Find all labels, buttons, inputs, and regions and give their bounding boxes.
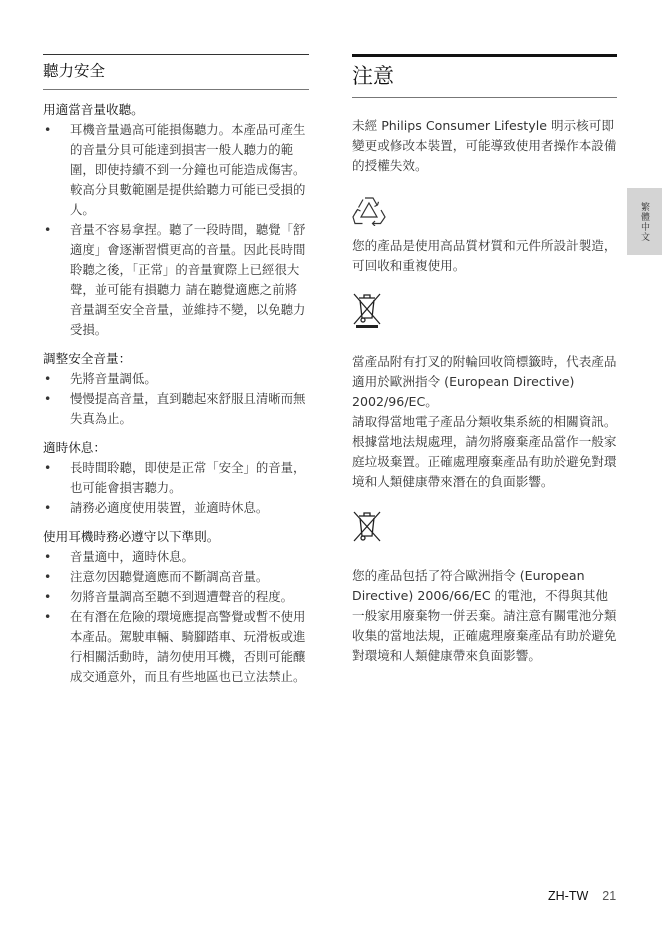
- subheading-guidelines: 使用耳機時務必遵守以下準則。: [43, 529, 220, 544]
- battery-text: 您的產品包括了符合歐洲指令 (European Directive) 2006/66/EC 的電池，不得與其他一般家用廢棄物一併丟棄。請注意有關電池分類收集的當地法規，正確處理廢棄產品有助於避免對環境和人類健康帶來負面影響。: [352, 568, 617, 663]
- section-title-hearing-safety: 聽力安全: [43, 61, 309, 90]
- right-column: [352, 54, 617, 666]
- list-item: • 在有潛在危險的環境應提高警覺或暫不使用本產品。駕駛車輛、騎腳踏車、玩滑板或進行相關活動時，請勿使用耳機，否則可能釀成交通意外，而且有些地區也已立法禁止。: [43, 607, 309, 687]
- list-item: • 耳機音量過高可能損傷聽力。本產品可產生的音量分貝可能達到損害一般人聽力的範圍，即使持續不到一分鐘也可能造成傷害。較高分貝數範圍是提供給聽力可能已受損的人。: [43, 120, 309, 220]
- recycle-text: 您的產品是使用高品質材質和元件所設計製造，可回收和重複使用。: [352, 238, 617, 273]
- crossed-out-bin-battery-icon: [352, 508, 382, 542]
- bullet-list-rest: [43, 458, 309, 518]
- list-item: • 先將音量調低。: [43, 369, 309, 389]
- footer-language-code: ZH-TW: [548, 889, 589, 903]
- recycle-icon-box: [352, 188, 617, 232]
- list-item: • 慢慢提高音量，直到聽起來舒服且清晰而無失真為止。: [43, 389, 309, 429]
- weee-icon-box: [352, 284, 617, 334]
- left-column: [43, 54, 309, 687]
- side-tab-label: 繁體中文: [639, 201, 649, 242]
- weee-paragraph-1: 當產品附有打叉的附輪回收筒標籤時，代表產品適用於歐洲指令 (European Directive) 2002/96/EC。: [352, 354, 617, 409]
- list-item: • 注意勿因聽覺適應而不斷調高音量。: [43, 567, 309, 587]
- recycle-symbol-icon: [352, 194, 386, 226]
- list-item: • 音量不容易拿捏。聽了一段時間，聽覺「舒適度」會逐漸習慣更高的音量。因此長時間聆聽之後，「正常」的音量實際上已經很大聲，並可能有損聽力 請在聽覺適應之前將音量調至安全音量，並維持不變，以免聽力受損。: [43, 220, 309, 340]
- section-title-notice: 注意: [352, 63, 617, 98]
- subheading-listen: 用適當音量收聽。: [43, 102, 144, 117]
- top-rule: [43, 54, 309, 55]
- bullet-list-listen: [43, 120, 309, 340]
- crossed-out-wheelie-bin-icon: [352, 290, 382, 328]
- top-thick-rule: [352, 54, 617, 57]
- list-item: • 音量適中，適時休息。: [43, 547, 309, 567]
- page-number: 21: [602, 889, 617, 903]
- list-item: • 勿將音量調高至聽不到週遭聲音的程度。: [43, 587, 309, 607]
- weee-paragraph-2: 請取得當地電子產品分類收集系統的相關資訊。: [352, 414, 617, 429]
- subheading-adjust: 調整安全音量：: [43, 351, 132, 366]
- modification-notice: 未經 Philips Consumer Lifestyle 明示核可即變更或修改本裝置，可能導致使用者操作本設備的授權失效。: [352, 118, 617, 173]
- subheading-rest: 適時休息：: [43, 440, 106, 455]
- bullet-list-adjust: [43, 369, 309, 429]
- weee-paragraph-3: 根據當地法規處理，請勿將廢棄產品當作一般家庭垃圾棄置。正確處理廢棄產品有助於避免對環境和人類健康帶來潛在的負面影響。: [352, 434, 617, 489]
- bullet-list-guidelines: [43, 547, 309, 687]
- battery-icon-box: [352, 500, 617, 550]
- language-side-tab: [627, 188, 662, 255]
- page-footer: [548, 889, 616, 903]
- list-item: • 請務必適度使用裝置，並適時休息。: [43, 498, 309, 518]
- list-item: • 長時間聆聽，即使是正常「安全」的音量，也可能會損害聽力。: [43, 458, 309, 498]
